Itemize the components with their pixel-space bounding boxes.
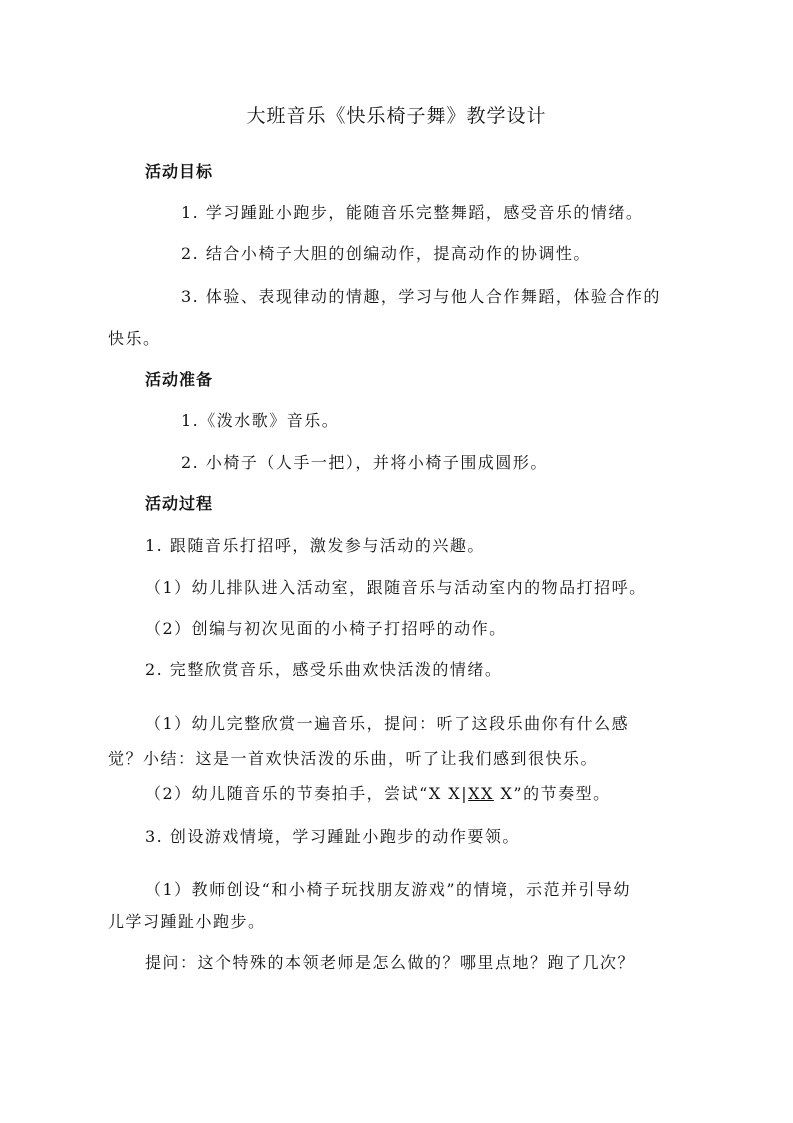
goal-item-2: 2. 结合小椅子大胆的创编动作，提高动作的协调性。 [181, 244, 591, 263]
rhythm-underlined: XX [468, 784, 494, 803]
section-heading-process: 活动过程 [145, 494, 214, 513]
process-step-2-sub-1: （1）幼儿完整欣赏一遍音乐，提问：听了这段乐曲你有什么感 [145, 714, 630, 733]
section-heading-prep: 活动准备 [145, 370, 214, 389]
process-step-3-sub-1-continued: 儿学习踵趾小跑步。 [108, 912, 266, 931]
process-step-1-sub-1: （1）幼儿排队进入活动室，跟随音乐与活动室内的物品打招呼。 [145, 578, 647, 597]
goal-item-3-continued: 快乐。 [108, 329, 161, 348]
process-step-3: 3. 创设游戏情境，学习踵趾小跑步的动作要领。 [145, 827, 520, 846]
process-question: 提问：这个特殊的本领老师是怎么做的？哪里点地？跑了几次？ [145, 953, 636, 972]
prep-item-2: 2. 小椅子（人手一把），并将小椅子围成圆形。 [181, 453, 548, 472]
process-step-2-sub-1-continued: 觉？小结：这是一首欢快活泼的乐曲，听了让我们感到很快乐。 [108, 749, 599, 768]
document-title: 大班音乐《快乐椅子舞》教学设计 [246, 105, 547, 127]
process-step-1-sub-2: （2）创编与初次见面的小椅子打招呼的动作。 [145, 619, 507, 638]
process-step-2: 2. 完整欣赏音乐，感受乐曲欢快活泼的情绪。 [145, 660, 503, 679]
section-heading-goals: 活动目标 [145, 162, 214, 181]
process-step-2-sub-2 [145, 784, 611, 804]
rhythm-text-after: X”的节奏型。 [493, 784, 611, 803]
process-step-3-sub-1: （1）教师创设“和小椅子玩找朋友游戏”的情境，示范并引导幼 [145, 880, 632, 899]
prep-item-1: 1.《泼水歌》音乐。 [181, 411, 340, 430]
goal-item-3: 3. 体验、表现律动的情趣，学习与他人合作舞蹈，体验合作的 [181, 287, 661, 306]
rhythm-text-before: （2）幼儿随音乐的节奏拍手，尝试“X X| [145, 784, 469, 803]
process-step-1: 1. 跟随音乐打招呼，激发参与活动的兴趣。 [145, 536, 485, 555]
goal-item-1: 1. 学习踵趾小跑步，能随音乐完整舞蹈，感受音乐的情绪。 [181, 203, 644, 222]
